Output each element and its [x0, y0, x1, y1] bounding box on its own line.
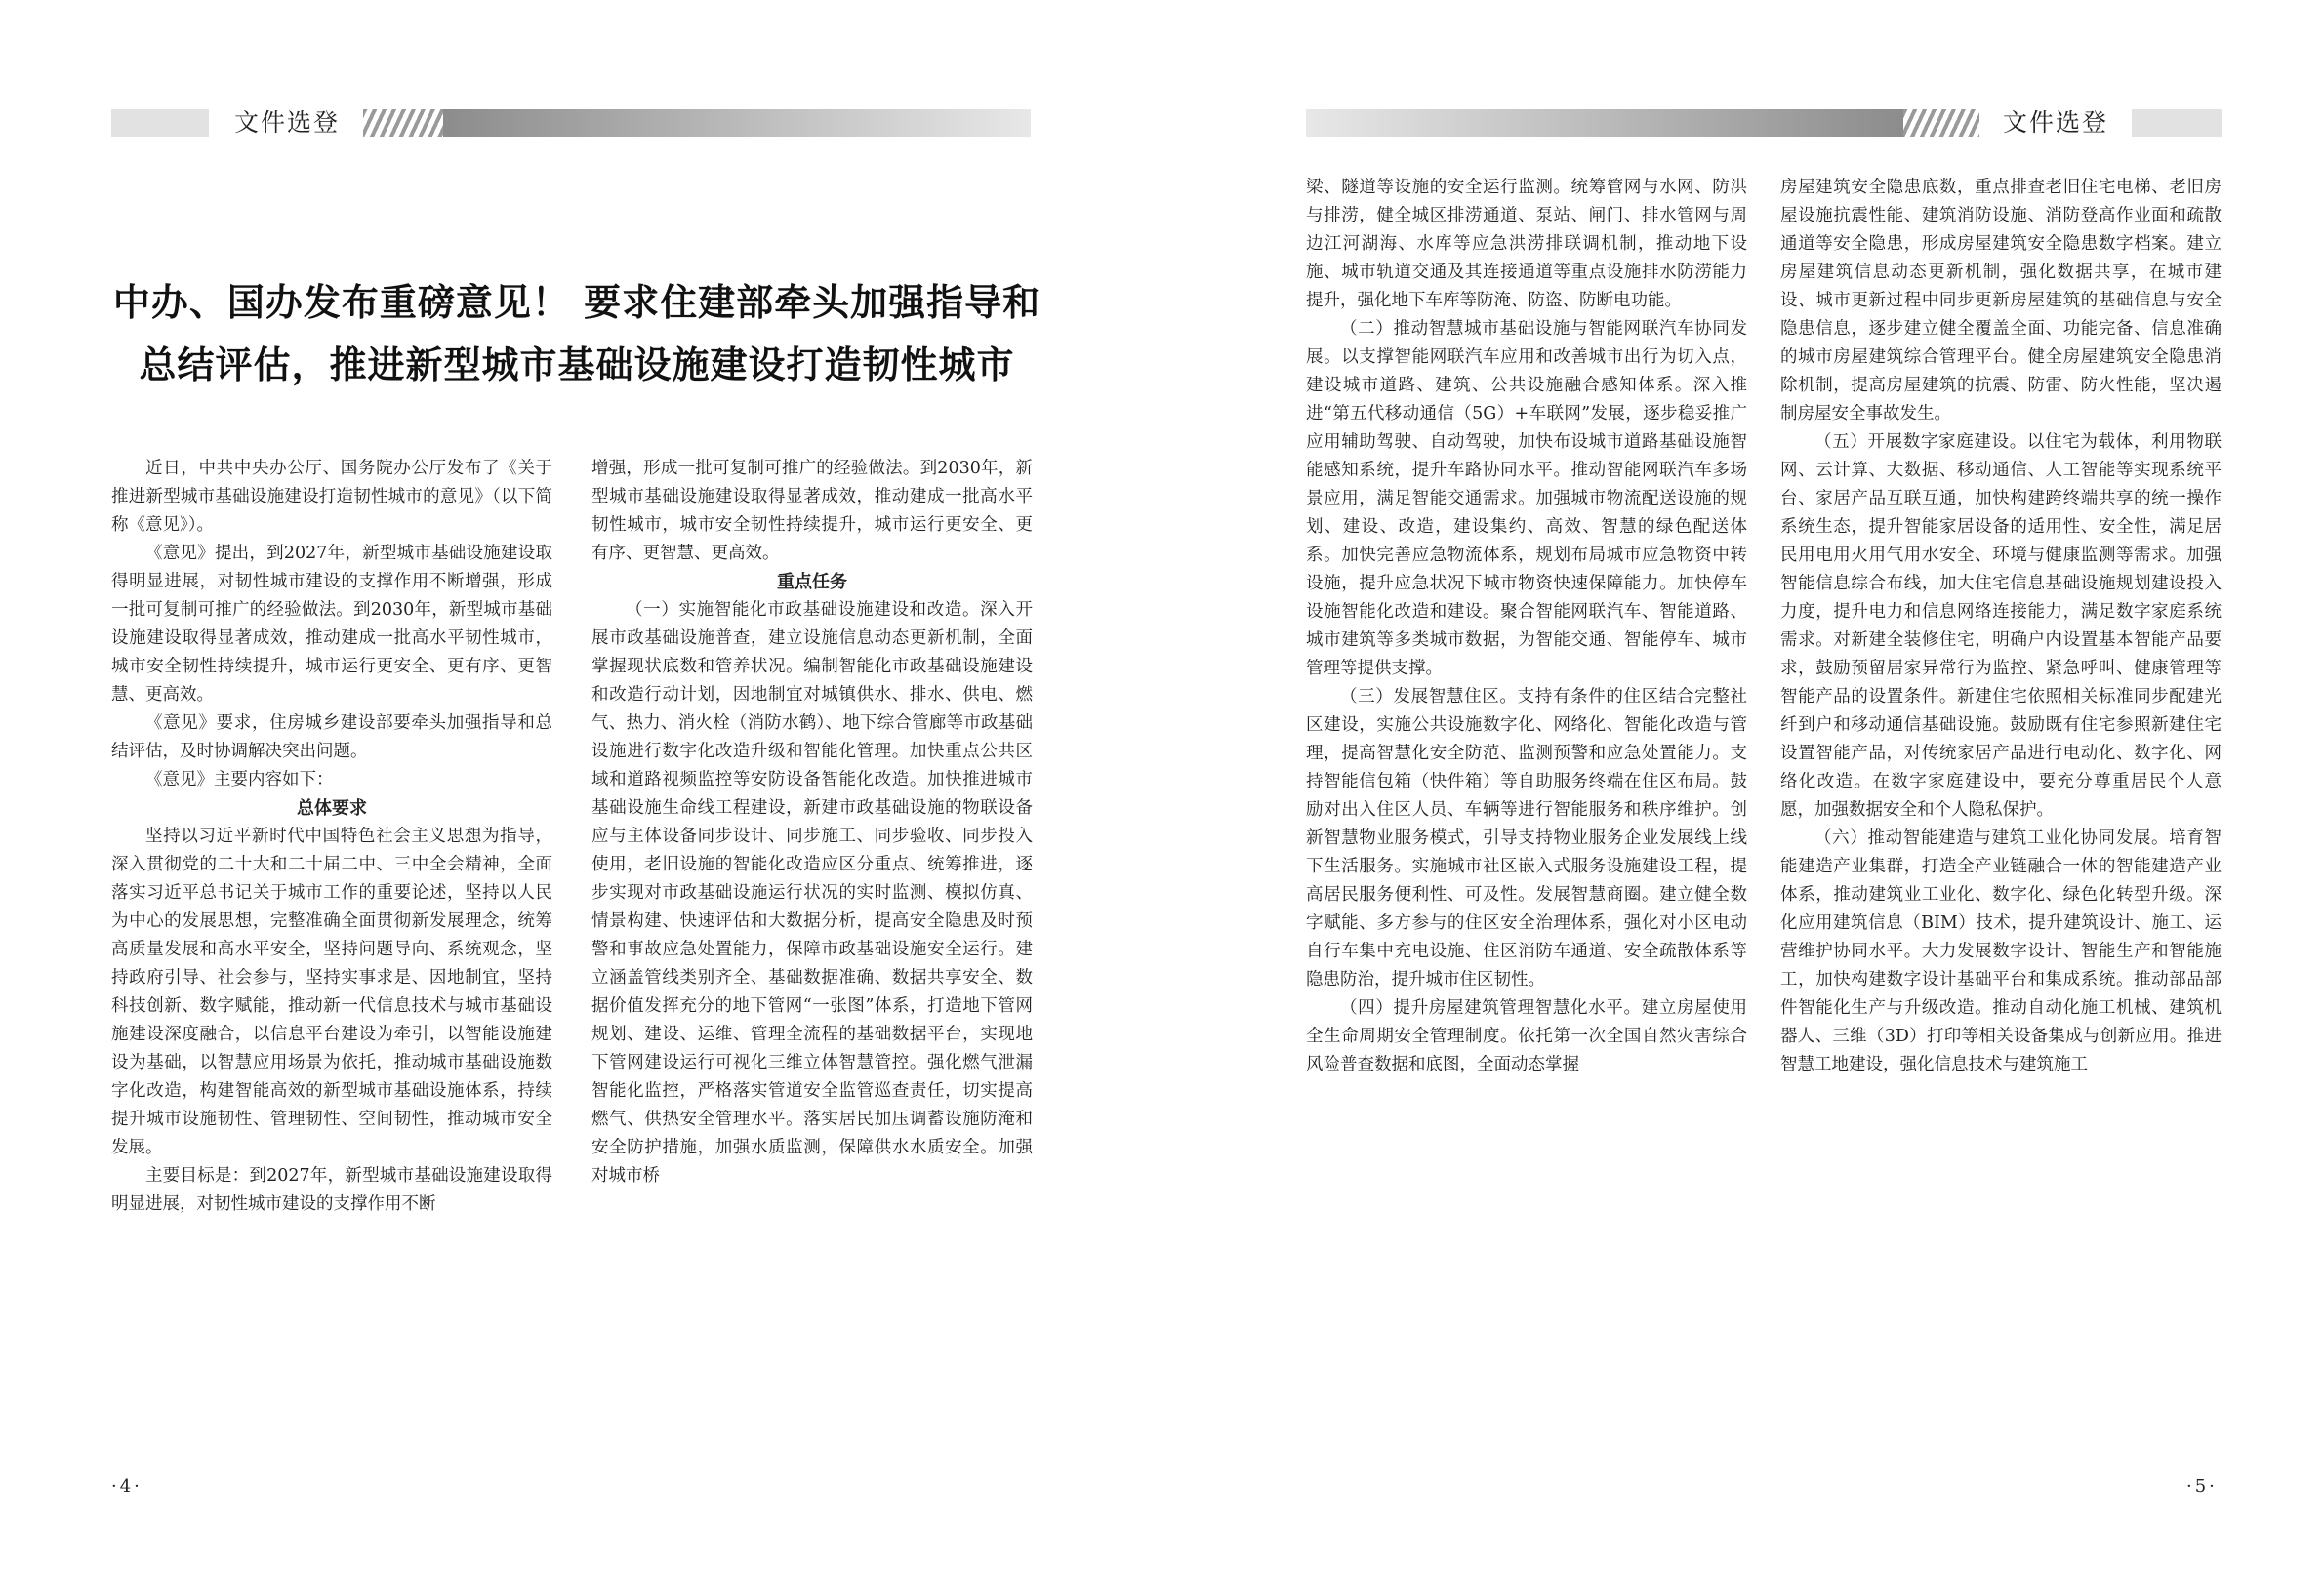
right-column-2 [1780, 174, 2222, 1079]
right-page [1162, 0, 2324, 1576]
paragraph: （二）推动智慧城市基础设施与智能网联汽车协同发展。以支撑智能网联汽车应用和改善城市出行为切入点，建设城市道路、建筑、公共设施融合感知体系。深入推进“第五代移动通信（5G）+车联网”发展，逐步稳妥推广应用辅助驾驶、自动驾驶，加快布设城市道路基础设施智能感知系统，提升车路协同水平。推动智能网联汽车多场景应用，满足智能交通需求。加强城市物流配送设施的规划、建设、改造，建设集约、高效、智慧的绿色配送体系。加快完善应急物流体系，规划布局城市应急物资中转设施，提升应急状况下城市物资快速保障能力。加快停车设施智能化改造和建设。聚合智能网联汽车、智能道路、城市建筑等多类城市数据，为智能交通、智能停车、城市管理等提供支撑。 [1306, 319, 1747, 678]
left-column-1 [111, 455, 552, 1219]
section-heading-tasks: 重点任务 [777, 572, 847, 592]
paragraph: 增强，形成一批可复制可推广的经验做法。到2030年，新型城市基础设施建设取得显著成效，推动建成一批高水平韧性城市，城市安全韧性持续提升，城市运行更安全、更有序、更智慧、更高效。 [591, 459, 1033, 563]
headline-line-1: 中办、国办发布重磅意见！ 要求住建部牵头加强指导和 [112, 281, 1041, 324]
paragraph: 梁、隧道等设施的安全运行监测。统筹管网与水网、防洪与排涝，健全城区排涝通道、泵站、闸门、排水管网与周边江河湖海、水库等应急洪涝排联调机制，推动地下设施、城市轨道交通及其连接通道等重点设施排水防涝能力提升，强化地下车库等防淹、防盗、防断电功能。 [1306, 178, 1747, 310]
paragraph: 房屋建筑安全隐患底数，重点排查老旧住宅电梯、老旧房屋设施抗震性能、建筑消防设施、消防登高作业面和疏散通道等安全隐患，形成房屋建筑安全隐患数字档案。建立房屋建筑信息动态更新机制，强化数据共享，在城市建设、城市更新过程中同步更新房屋建筑的基础信息与安全隐患信息，逐步建立健全覆盖全面、功能完备、信息准确的城市房屋建筑综合管理平台。健全房屋建筑安全隐患消除机制，提高房屋建筑的抗震、防雷、防火性能，坚决遏制房屋安全事故发生。 [1780, 178, 2222, 424]
section-label: 文件选登 [213, 109, 361, 137]
paragraph: 主要目标是：到2027年，新型城市基础设施建设取得明显进展，对韧性城市建设的支撑作用不断 [111, 1166, 552, 1214]
article-headline [94, 271, 1060, 396]
paragraph: 《意见》主要内容如下： [145, 770, 334, 789]
paragraph: 《意见》提出，到2027年，新型城市基础设施建设取得明显进展，对韧性城市建设的支撑作用不断增强，形成一批可复制可推广的经验做法。到2030年，新型城市基础设施建设取得显著成效，推动建成一批高水平韧性城市，城市安全韧性持续提升，城市运行更安全、更有序、更智慧、更高效。 [111, 544, 552, 705]
paragraph: 《意见》要求，住房城乡建设部要牵头加强指导和总结评估，及时协调解决突出问题。 [111, 713, 552, 761]
section-label: 文件选登 [1981, 109, 2130, 137]
right-column-1 [1306, 174, 1747, 1079]
section-header-bar [111, 109, 1031, 137]
section-header-bar [1306, 109, 2222, 137]
paragraph: 坚持以习近平新时代中国特色社会主义思想为指导，深入贯彻党的二十大和二十届二中、三中全会精神，全面落实习近平总书记关于城市工作的重要论述，坚持以人民为中心的发展思想，完整准确全面贯彻新发展理念，统筹高质量发展和高水平安全，坚持问题导向、系统观念，坚持政府引导、社会参与，坚持实事求是、因地制宜，坚持科技创新、数字赋能，推动新一代信息技术与城市基础设施建设深度融合，以信息平台建设为牵引，以智能设施建设为基础，以智慧应用场景为依托，推动城市基础设施数字化改造，构建智能高效的新型城市基础设施体系，持续提升城市设施韧性、管理韧性、空间韧性，推动城市安全发展。 [111, 827, 552, 1157]
page-number-right: ·5· [2186, 1476, 2218, 1497]
paragraph: （四）提升房屋建筑管理智慧化水平。建立房屋使用全生命周期安全管理制度。依托第一次全国自然灾害综合风险普查数据和底图，全面动态掌握 [1306, 998, 1747, 1074]
left-column-2 [591, 455, 1033, 1191]
paragraph: （六）推动智能建造与建筑工业化协同发展。培育智能建造产业集群，打造全产业链融合一体的智能建造产业体系，推动建筑业工业化、数字化、绿色化转型升级。深化应用建筑信息（BIM）技术，提升建筑设计、施工、运营维护协同水平。大力发展数字设计、智能生产和智能施工，加快构建数字设计基础平台和集成系统。推动部品部件智能化生产与升级改造。推动自动化施工机械、建筑机器人、三维（3D）打印等相关设备集成与创新应用。推进智慧工地建设，强化信息技术与建筑施工 [1780, 828, 2222, 1074]
page-number-left: ·4· [111, 1476, 143, 1497]
paragraph: （三）发展智慧住区。支持有条件的住区结合完整社区建设，实施公共设施数字化、网络化、智能化改造与管理，提高智慧化安全防范、监测预警和应急处置能力。支持智能信包箱（快件箱）等自助服务终端在住区布局。鼓励对出入住区人员、车辆等进行智能服务和秩序维护。创新智慧物业服务模式，引导支持物业服务企业发展线上线下生活服务。实施城市社区嵌入式服务设施建设工程，提高居民服务便利性、可及性。发展智慧商圈。建立健全数字赋能、多方参与的住区安全治理体系，强化对小区电动自行车集中充电设施、住区消防车通道、安全疏散体系等隐患防治，提升城市住区韧性。 [1306, 687, 1747, 990]
headline-line-2: 总结评估，推进新型城市基础设施建设打造韧性城市 [139, 343, 1015, 386]
paragraph: （五）开展数字家庭建设。以住宅为载体，利用物联网、云计算、大数据、移动通信、人工智能等实现系统平台、家居产品互联互通，加快构建跨终端共享的统一操作系统生态，提升智能家居设备的适用性、安全性，满足居民用电用火用气用水安全、环境与健康监测等需求。加强智能信息综合布线，加大住宅信息基础设施规划建设投入力度，提升电力和信息网络连接能力，满足数字家庭系统需求。对新建全装修住宅，明确户内设置基本智能产品要求，鼓励预留居家异常行为监控、紧急呼叫、健康管理等智能产品的设置条件。新建住宅依照相关标准同步配建光纤到户和移动通信基础设施。鼓励既有住宅参照新建住宅设置智能产品，对传统家居产品进行电动化、数字化、网络化改造。在数字家庭建设中，要充分尊重居民个人意愿，加强数据安全和个人隐私保护。 [1780, 432, 2222, 820]
paragraph: （一）实施智能化市政基础设施建设和改造。深入开展市政基础设施普查，建立设施信息动态更新机制，全面掌握现状底数和管养状况。编制智能化市政基础设施建设和改造行动计划，因地制宜对城镇供水、排水、供电、燃气、热力、消火栓（消防水鹤）、地下综合管廊等市政基础设施进行数字化改造升级和智能化管理。加快重点公共区域和道路视频监控等安防设备智能化改造。加快推进城市基础设施生命线工程建设，新建市政基础设施的物联设备应与主体设备同步设计、同步施工、同步验收、同步投入使用，老旧设施的智能化改造应区分重点、统筹推进，逐步实现对市政基础设施运行状况的实时监测、模拟仿真、情景构建、快速评估和大数据分析，提高安全隐患及时预警和事故应急处置能力，保障市政基础设施安全运行。建立涵盖管线类别齐全、基础数据准确、数据共享安全、数据价值发挥充分的地下管网“一张图”体系，打造地下管网规划、建设、运维、管理全流程的基础数据平台，实现地下管网建设运行可视化三维立体智慧管控。强化燃气泄漏智能化监控，严格落实管道安全监管巡查责任，切实提高燃气、供热安全管理水平。落实居民加压调蓄设施防淹和安全防护措施，加强水质监测，保障供水水质安全。加强对城市桥 [591, 600, 1033, 1186]
paragraph: 近日，中共中央办公厅、国务院办公厅发布了《关于推进新型城市基础设施建设打造韧性城市的意见》（以下简称《意见》）。 [111, 459, 552, 535]
section-heading-overall: 总体要求 [297, 798, 367, 819]
